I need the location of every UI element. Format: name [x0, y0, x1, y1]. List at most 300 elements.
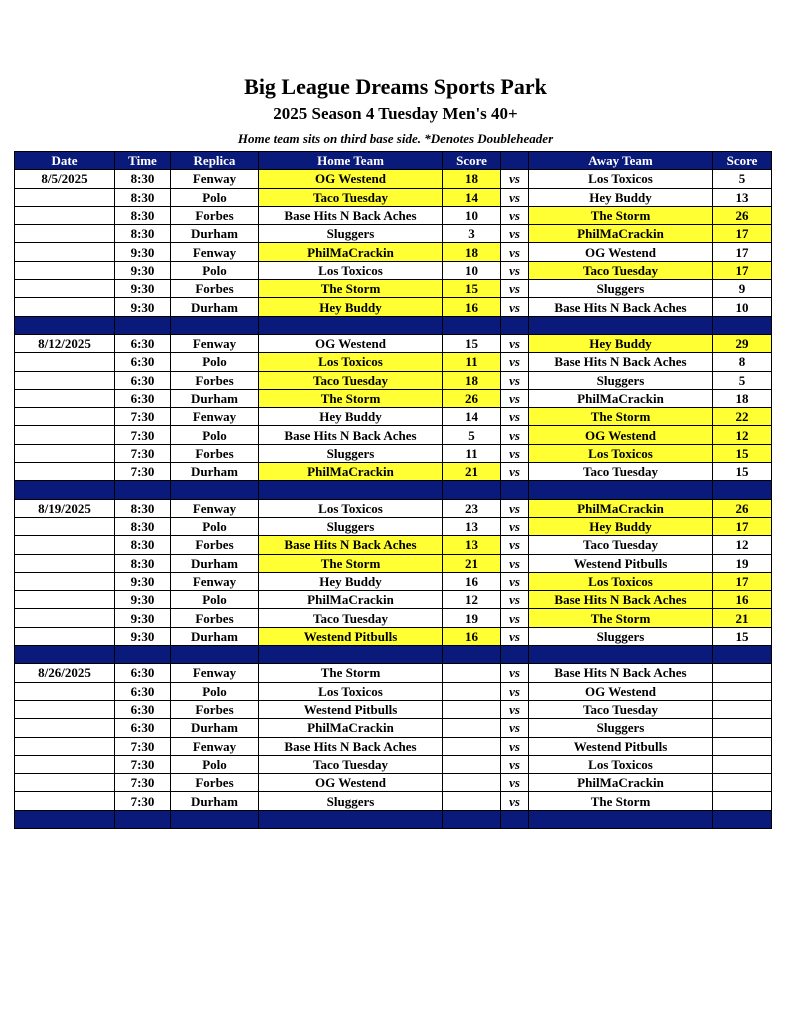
- vs-label: vs: [501, 444, 529, 462]
- vs-label: vs: [501, 627, 529, 645]
- game-field: Forbes: [171, 609, 259, 627]
- game-date: [15, 408, 115, 426]
- home-team: Base Hits N Back Aches: [259, 536, 443, 554]
- game-row: [15, 755, 772, 773]
- game-field: Durham: [171, 792, 259, 810]
- away-score: [713, 792, 772, 810]
- separator-cell: [443, 316, 501, 334]
- separator-cell: [713, 481, 772, 499]
- away-score: 5: [713, 170, 772, 188]
- vs-label: vs: [501, 499, 529, 517]
- vs-label: vs: [501, 463, 529, 481]
- game-field: Fenway: [171, 737, 259, 755]
- vs-label: vs: [501, 591, 529, 609]
- away-score: [713, 774, 772, 792]
- home-score: 23: [443, 499, 501, 517]
- game-row: [15, 792, 772, 810]
- vs-label: vs: [501, 243, 529, 261]
- home-team: Sluggers: [259, 225, 443, 243]
- game-row: [15, 463, 772, 481]
- away-score: 17: [713, 243, 772, 261]
- home-team: Westend Pitbulls: [259, 700, 443, 718]
- home-score: [443, 737, 501, 755]
- away-team: The Storm: [529, 792, 713, 810]
- game-field: Fenway: [171, 334, 259, 352]
- game-time: 6:30: [115, 334, 171, 352]
- game-time: 8:30: [115, 225, 171, 243]
- game-row: [15, 170, 772, 188]
- game-date: [15, 243, 115, 261]
- game-row: [15, 389, 772, 407]
- away-team: Taco Tuesday: [529, 463, 713, 481]
- game-field: Durham: [171, 719, 259, 737]
- home-score: 21: [443, 554, 501, 572]
- col-date: Date: [15, 152, 115, 170]
- game-date: [15, 719, 115, 737]
- away-score: 15: [713, 444, 772, 462]
- away-score: 17: [713, 572, 772, 590]
- separator-cell: [171, 810, 259, 828]
- separator-cell: [115, 481, 171, 499]
- home-score: 12: [443, 591, 501, 609]
- away-team: Taco Tuesday: [529, 261, 713, 279]
- game-row: [15, 280, 772, 298]
- col-away-team: Away Team: [529, 152, 713, 170]
- game-date: [15, 444, 115, 462]
- game-time: 8:30: [115, 554, 171, 572]
- home-score: 14: [443, 408, 501, 426]
- vs-label: vs: [501, 609, 529, 627]
- vs-label: vs: [501, 261, 529, 279]
- game-field: Durham: [171, 298, 259, 316]
- vs-label: vs: [501, 334, 529, 352]
- game-time: 7:30: [115, 444, 171, 462]
- week-separator: [15, 810, 772, 828]
- away-score: 26: [713, 499, 772, 517]
- home-team: Base Hits N Back Aches: [259, 737, 443, 755]
- game-time: 6:30: [115, 353, 171, 371]
- away-team: Los Toxicos: [529, 170, 713, 188]
- away-team: Base Hits N Back Aches: [529, 591, 713, 609]
- home-team: PhilMaCrackin: [259, 463, 443, 481]
- home-team: Taco Tuesday: [259, 371, 443, 389]
- home-score: 16: [443, 572, 501, 590]
- game-row: [15, 774, 772, 792]
- away-score: 17: [713, 225, 772, 243]
- away-team: The Storm: [529, 408, 713, 426]
- away-score: 17: [713, 261, 772, 279]
- away-team: Hey Buddy: [529, 188, 713, 206]
- game-time: 6:30: [115, 719, 171, 737]
- game-date: [15, 536, 115, 554]
- separator-cell: [443, 646, 501, 664]
- vs-label: vs: [501, 280, 529, 298]
- away-team: Los Toxicos: [529, 444, 713, 462]
- game-row: [15, 426, 772, 444]
- away-score: [713, 664, 772, 682]
- game-row: [15, 572, 772, 590]
- game-row: [15, 444, 772, 462]
- separator-cell: [501, 481, 529, 499]
- game-field: Polo: [171, 591, 259, 609]
- game-row: [15, 353, 772, 371]
- home-team: Los Toxicos: [259, 682, 443, 700]
- home-team: Sluggers: [259, 517, 443, 535]
- separator-cell: [115, 646, 171, 664]
- game-row: [15, 719, 772, 737]
- separator-cell: [15, 646, 115, 664]
- away-score: 22: [713, 408, 772, 426]
- home-score: 15: [443, 334, 501, 352]
- away-score: 5: [713, 371, 772, 389]
- away-team: OG Westend: [529, 426, 713, 444]
- vs-label: vs: [501, 371, 529, 389]
- game-time: 9:30: [115, 261, 171, 279]
- game-time: 6:30: [115, 700, 171, 718]
- vs-label: vs: [501, 536, 529, 554]
- away-score: 15: [713, 627, 772, 645]
- game-field: Durham: [171, 463, 259, 481]
- home-team: The Storm: [259, 389, 443, 407]
- game-date: 8/26/2025: [15, 664, 115, 682]
- game-date: [15, 298, 115, 316]
- away-score: [713, 719, 772, 737]
- away-team: Los Toxicos: [529, 755, 713, 773]
- home-team: Taco Tuesday: [259, 188, 443, 206]
- week-separator: [15, 481, 772, 499]
- game-time: 8:30: [115, 206, 171, 224]
- game-date: [15, 206, 115, 224]
- home-score: 10: [443, 206, 501, 224]
- home-team: Hey Buddy: [259, 408, 443, 426]
- game-date: 8/19/2025: [15, 499, 115, 517]
- separator-cell: [171, 316, 259, 334]
- separator-cell: [443, 481, 501, 499]
- game-time: 9:30: [115, 280, 171, 298]
- game-field: Polo: [171, 682, 259, 700]
- game-time: 8:30: [115, 188, 171, 206]
- vs-label: vs: [501, 554, 529, 572]
- game-row: [15, 554, 772, 572]
- game-time: 7:30: [115, 755, 171, 773]
- game-date: [15, 682, 115, 700]
- game-time: 9:30: [115, 609, 171, 627]
- game-time: 8:30: [115, 517, 171, 535]
- home-score: 15: [443, 280, 501, 298]
- game-field: Forbes: [171, 700, 259, 718]
- separator-cell: [529, 316, 713, 334]
- home-team: OG Westend: [259, 170, 443, 188]
- vs-label: vs: [501, 572, 529, 590]
- home-team: OG Westend: [259, 774, 443, 792]
- separator-cell: [443, 810, 501, 828]
- separator-cell: [529, 646, 713, 664]
- game-field: Durham: [171, 627, 259, 645]
- col-home-score: Score: [443, 152, 501, 170]
- col-home-team: Home Team: [259, 152, 443, 170]
- separator-cell: [171, 481, 259, 499]
- away-score: 9: [713, 280, 772, 298]
- away-team: PhilMaCrackin: [529, 389, 713, 407]
- game-field: Durham: [171, 225, 259, 243]
- game-date: 8/5/2025: [15, 170, 115, 188]
- schedule-note: Home team sits on third base side. *Denotes Doubleheader: [237, 131, 554, 146]
- game-date: [15, 188, 115, 206]
- game-field: Polo: [171, 426, 259, 444]
- away-team: PhilMaCrackin: [529, 774, 713, 792]
- vs-label: vs: [501, 774, 529, 792]
- away-score: [713, 682, 772, 700]
- game-time: 7:30: [115, 792, 171, 810]
- game-date: [15, 572, 115, 590]
- separator-cell: [15, 810, 115, 828]
- game-date: [15, 700, 115, 718]
- vs-label: vs: [501, 719, 529, 737]
- vs-label: vs: [501, 755, 529, 773]
- away-team: Los Toxicos: [529, 572, 713, 590]
- separator-cell: [115, 316, 171, 334]
- game-time: 9:30: [115, 572, 171, 590]
- away-score: 12: [713, 426, 772, 444]
- separator-cell: [713, 646, 772, 664]
- home-team: Taco Tuesday: [259, 609, 443, 627]
- game-row: [15, 627, 772, 645]
- away-score: [713, 755, 772, 773]
- game-date: [15, 609, 115, 627]
- home-score: 18: [443, 170, 501, 188]
- game-row: [15, 371, 772, 389]
- vs-label: vs: [501, 664, 529, 682]
- game-row: [15, 536, 772, 554]
- game-field: Forbes: [171, 206, 259, 224]
- game-row: [15, 682, 772, 700]
- game-date: [15, 371, 115, 389]
- separator-cell: [501, 316, 529, 334]
- home-score: 18: [443, 243, 501, 261]
- away-score: 21: [713, 609, 772, 627]
- game-time: 7:30: [115, 426, 171, 444]
- game-time: 6:30: [115, 389, 171, 407]
- game-row: [15, 188, 772, 206]
- home-score: 18: [443, 371, 501, 389]
- game-time: 6:30: [115, 371, 171, 389]
- home-score: 5: [443, 426, 501, 444]
- separator-cell: [501, 646, 529, 664]
- home-score: 13: [443, 536, 501, 554]
- away-score: [713, 737, 772, 755]
- away-score: 10: [713, 298, 772, 316]
- game-row: [15, 737, 772, 755]
- vs-label: vs: [501, 426, 529, 444]
- home-score: [443, 792, 501, 810]
- game-field: Forbes: [171, 774, 259, 792]
- home-team: Sluggers: [259, 792, 443, 810]
- game-date: [15, 737, 115, 755]
- away-score: 17: [713, 517, 772, 535]
- game-time: 9:30: [115, 243, 171, 261]
- home-score: [443, 719, 501, 737]
- vs-label: vs: [501, 353, 529, 371]
- week-separator: [15, 646, 772, 664]
- home-team: Base Hits N Back Aches: [259, 426, 443, 444]
- schedule-body: [15, 170, 772, 829]
- game-time: 7:30: [115, 408, 171, 426]
- home-team: The Storm: [259, 280, 443, 298]
- away-score: 13: [713, 188, 772, 206]
- away-score: 29: [713, 334, 772, 352]
- away-team: Westend Pitbulls: [529, 737, 713, 755]
- game-date: [15, 261, 115, 279]
- game-time: 9:30: [115, 627, 171, 645]
- game-date: [15, 591, 115, 609]
- game-row: [15, 408, 772, 426]
- home-score: [443, 755, 501, 773]
- game-date: [15, 353, 115, 371]
- home-team: PhilMaCrackin: [259, 243, 443, 261]
- col-vs: [501, 152, 529, 170]
- game-time: 7:30: [115, 737, 171, 755]
- home-team: Los Toxicos: [259, 499, 443, 517]
- home-score: 10: [443, 261, 501, 279]
- away-score: 15: [713, 463, 772, 481]
- game-row: [15, 700, 772, 718]
- game-time: 8:30: [115, 499, 171, 517]
- col-time: Time: [115, 152, 171, 170]
- away-team: Sluggers: [529, 280, 713, 298]
- home-team: Hey Buddy: [259, 298, 443, 316]
- away-team: PhilMaCrackin: [529, 225, 713, 243]
- game-time: 9:30: [115, 591, 171, 609]
- game-row: [15, 225, 772, 243]
- game-field: Polo: [171, 261, 259, 279]
- home-team: PhilMaCrackin: [259, 591, 443, 609]
- away-team: Westend Pitbulls: [529, 554, 713, 572]
- home-score: 3: [443, 225, 501, 243]
- separator-cell: [501, 810, 529, 828]
- away-team: PhilMaCrackin: [529, 499, 713, 517]
- vs-label: vs: [501, 206, 529, 224]
- game-row: [15, 298, 772, 316]
- game-time: 6:30: [115, 682, 171, 700]
- home-score: [443, 664, 501, 682]
- game-row: [15, 334, 772, 352]
- game-date: [15, 627, 115, 645]
- separator-cell: [529, 810, 713, 828]
- game-field: Durham: [171, 389, 259, 407]
- col-replica: Replica: [171, 152, 259, 170]
- home-score: [443, 700, 501, 718]
- home-score: 11: [443, 444, 501, 462]
- home-score: [443, 682, 501, 700]
- game-date: [15, 755, 115, 773]
- game-row: [15, 609, 772, 627]
- vs-label: vs: [501, 408, 529, 426]
- away-team: Sluggers: [529, 371, 713, 389]
- away-team: OG Westend: [529, 682, 713, 700]
- page-subtitle: 2025 Season 4 Tuesday Men's 40+: [273, 104, 518, 123]
- home-score: 14: [443, 188, 501, 206]
- home-team: Base Hits N Back Aches: [259, 206, 443, 224]
- vs-label: vs: [501, 700, 529, 718]
- home-team: Los Toxicos: [259, 261, 443, 279]
- week-separator: [15, 316, 772, 334]
- away-team: Base Hits N Back Aches: [529, 664, 713, 682]
- home-team: Hey Buddy: [259, 572, 443, 590]
- game-time: 9:30: [115, 298, 171, 316]
- game-field: Forbes: [171, 280, 259, 298]
- game-date: [15, 426, 115, 444]
- game-row: [15, 517, 772, 535]
- vs-label: vs: [501, 389, 529, 407]
- game-time: 6:30: [115, 664, 171, 682]
- vs-label: vs: [501, 225, 529, 243]
- away-team: Hey Buddy: [529, 334, 713, 352]
- home-team: The Storm: [259, 554, 443, 572]
- separator-cell: [115, 810, 171, 828]
- away-team: OG Westend: [529, 243, 713, 261]
- game-field: Fenway: [171, 408, 259, 426]
- header-row: [15, 152, 772, 170]
- game-row: [15, 243, 772, 261]
- away-score: 16: [713, 591, 772, 609]
- game-field: Polo: [171, 517, 259, 535]
- game-field: Durham: [171, 554, 259, 572]
- away-team: Base Hits N Back Aches: [529, 353, 713, 371]
- game-date: [15, 554, 115, 572]
- game-field: Forbes: [171, 536, 259, 554]
- game-row: [15, 261, 772, 279]
- home-team: Sluggers: [259, 444, 443, 462]
- away-team: Sluggers: [529, 627, 713, 645]
- game-field: Polo: [171, 353, 259, 371]
- home-team: Los Toxicos: [259, 353, 443, 371]
- away-team: Taco Tuesday: [529, 536, 713, 554]
- vs-label: vs: [501, 517, 529, 535]
- game-field: Polo: [171, 755, 259, 773]
- game-row: [15, 591, 772, 609]
- game-field: Forbes: [171, 444, 259, 462]
- away-score: 8: [713, 353, 772, 371]
- game-field: Fenway: [171, 664, 259, 682]
- vs-label: vs: [501, 792, 529, 810]
- game-date: [15, 774, 115, 792]
- away-score: 12: [713, 536, 772, 554]
- game-date: [15, 389, 115, 407]
- game-field: Forbes: [171, 371, 259, 389]
- vs-label: vs: [501, 188, 529, 206]
- game-date: [15, 792, 115, 810]
- separator-cell: [15, 316, 115, 334]
- home-team: OG Westend: [259, 334, 443, 352]
- game-row: [15, 499, 772, 517]
- game-time: 8:30: [115, 536, 171, 554]
- away-team: The Storm: [529, 206, 713, 224]
- away-score: [713, 700, 772, 718]
- separator-cell: [259, 810, 443, 828]
- separator-cell: [15, 481, 115, 499]
- game-field: Fenway: [171, 499, 259, 517]
- vs-label: vs: [501, 682, 529, 700]
- game-row: [15, 664, 772, 682]
- vs-label: vs: [501, 298, 529, 316]
- away-score: 26: [713, 206, 772, 224]
- separator-cell: [259, 481, 443, 499]
- home-score: 16: [443, 298, 501, 316]
- game-time: 8:30: [115, 170, 171, 188]
- page-title: Big League Dreams Sports Park: [244, 74, 547, 99]
- game-date: [15, 517, 115, 535]
- game-field: Fenway: [171, 243, 259, 261]
